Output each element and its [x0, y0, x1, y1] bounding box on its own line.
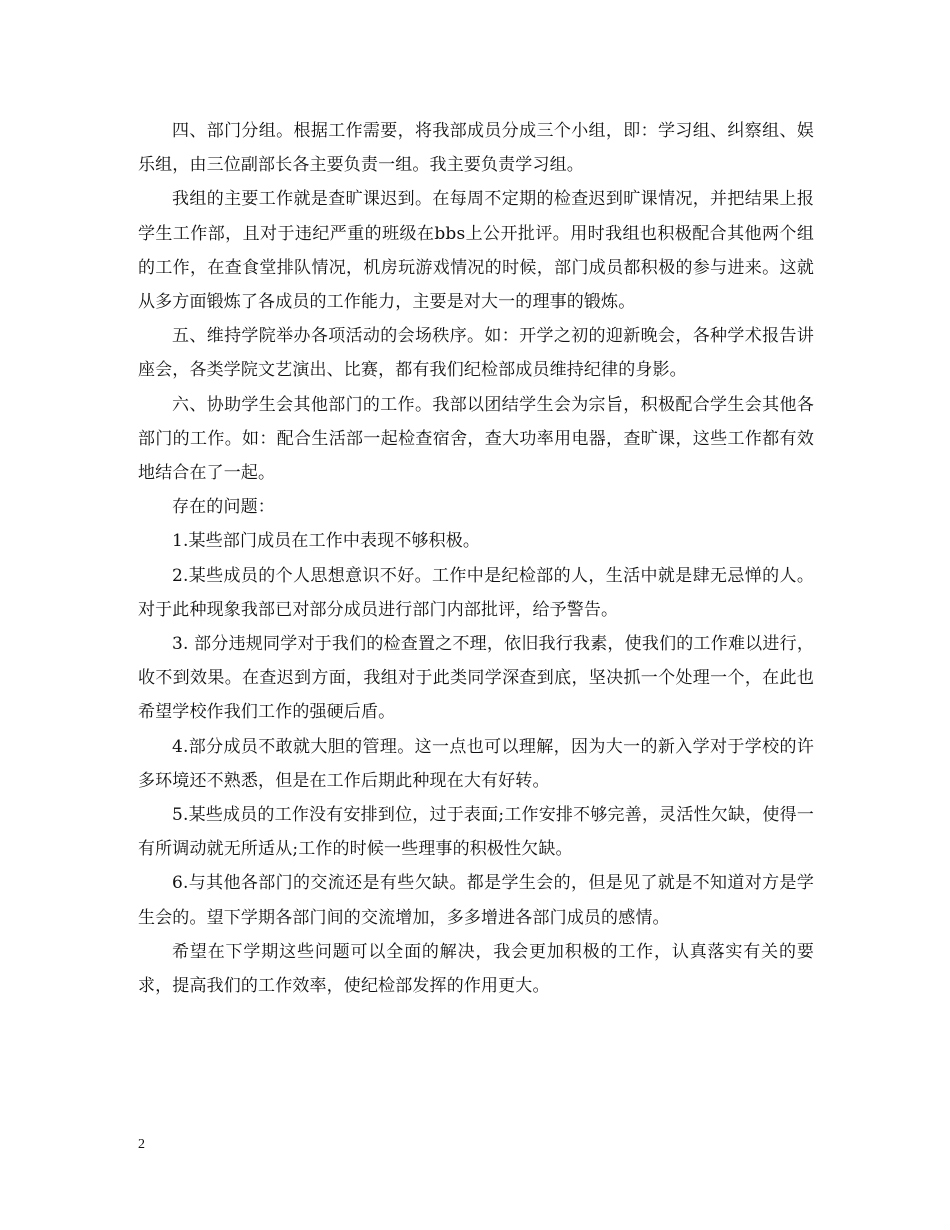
paragraph-problem-4: 4.部分成员不敢就大胆的管理。这一点也可以理解，因为大一的新入学对于学校的许多环境还不熟悉，但是在工作后期此种现在大有好转。 — [138, 736, 814, 791]
paragraph-problems-heading: 存在的问题： — [172, 497, 275, 518]
paragraph-problem-2: 2.某些成员的个人思想意识不好。工作中是纪检部的人，生活中就是肆无忌惮的人。对于此种现象我部已对部分成员进行部门内部批评，给予警告。 — [138, 565, 814, 620]
paragraph-conclusion: 希望在下学期这些问题可以全面的解决，我会更加积极的工作，认真落实有关的要求，提高我们的工作效率，使纪检部发挥的作用更大。 — [138, 941, 814, 997]
page-number: 2 — [138, 1137, 145, 1152]
paragraph-event-order: 五、维持学院举办各项活动的会场秩序。如：开学之初的迎新晚会，各种学术报告讲座会，各类学院文艺演出、比赛，都有我们纪检部成员维持纪律的身影。 — [138, 326, 814, 381]
paragraph-problem-1: 1.某些部门成员在工作中表现不够积极。 — [172, 531, 481, 552]
paragraph-assist-departments: 六、协助学生会其他部门的工作。我部以团结学生会为宗旨，积极配合学生会其他各部门的工作。如：配合生活部一起检查宿舍，查大功率用电器，查旷课，这些工作都有效地结合在了一起。 — [138, 394, 814, 484]
document-body — [138, 114, 814, 1003]
paragraph-problem-6: 6.与其他各部门的交流还是有些欠缺。都是学生会的，但是见了就是不知道对方是学生会的。望下学期各部门间的交流增加，多多增进各部门成员的感情。 — [138, 873, 814, 928]
paragraph-problem-5: 5.某些成员的工作没有安排到位，过于表面;工作安排不够完善，灵活性欠缺，使得一有所调动就无所适从;工作的时候一些理事的积极性欠缺。 — [138, 805, 814, 860]
paragraph-department-groups: 四、部门分组。根据工作需要，将我部成员分成三个小组，即：学习组、纠察组、娱乐组，由三位副部长各主要负责一组。我主要负责学习组。 — [138, 121, 814, 176]
paragraph-problem-3: 3. 部分违规同学对于我们的检查置之不理，依旧我行我素，使我们的工作难以进行，收不到效果。在查迟到方面，我组对于此类同学深查到底，坚决抓一个处理一个，在此也希望学校作我们工作的强硬后盾。 — [138, 634, 814, 723]
paragraph-study-group-work: 我组的主要工作就是查旷课迟到。在每周不定期的检查迟到旷课情况，并把结果上报学生工作部，且对于违纪严重的班级在bbs上公开批评。用时我组也积极配合其他两个组的工作，在查食堂排队情况，机房玩游戏情况的时候，部门成员都积极的参与进来。这就从多方面锻炼了各成员的工作能力，主要是对大一的理事的锻炼。 — [138, 189, 814, 313]
